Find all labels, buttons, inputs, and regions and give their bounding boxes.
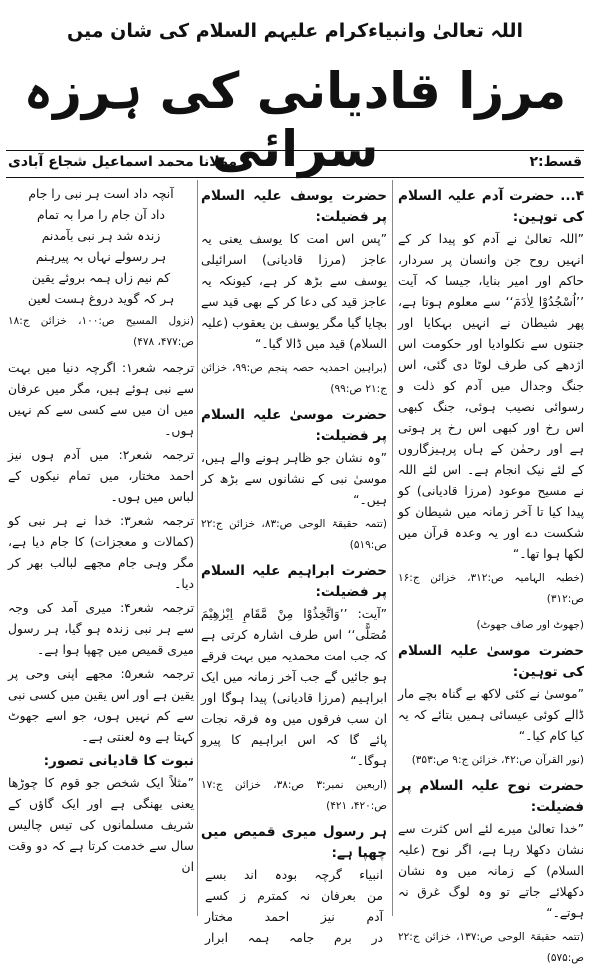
verse-line <box>205 907 383 928</box>
column-right <box>398 184 585 964</box>
paragraph: ”وہ نشان جو ظاہر ہونے والے ہیں، موسیٰ نبی کے نشانوں سے بڑھ کر ہیں۔“ <box>201 451 387 507</box>
verse-word: ابرار <box>205 931 229 945</box>
paragraph: ترجمہ شعر۴: میری آمد کی وجہ سے ہر نبی زندہ ہو گیا، ہر رسول میری قمیص میں چھپا ہوا ہے۔ <box>8 601 194 657</box>
section-heading: حضرت یوسف علیہ السلام پر فضیلت: <box>201 188 387 225</box>
verse-word: مختار <box>205 910 233 924</box>
citation: (براہین احمدیہ حصہ پنجم ص:۹۹، خزائن ج:۲۱ ص:۹۹) <box>201 362 387 395</box>
section-heading: نبوت کا قادیانی تصور: <box>43 753 194 769</box>
paragraph: ”پس اس امت کا یوسف یعنی یہ عاجز (مرزا قادیانی) اسرائیلی یوسف سے بڑھ کر ہے، کیونکہ یہ عاجز قید کی دعا کر کے بھی قید سے بچایا گیا مگر یوسف بن یعقوب (علیہ السلام) قید میں ڈالا گیا۔“ <box>201 232 387 351</box>
verse-word: جامہ <box>289 931 315 945</box>
column-divider <box>197 180 198 916</box>
verse-word: کمترم <box>257 889 289 903</box>
citation: (اربعین نمبر:۳ ص:۳۸، خزائن ج:۱۷ ص:۴۲۰، ۴۲۱) <box>201 779 387 812</box>
paragraph: ترجمہ شعر۱: اگرچہ دنیا میں بہت سے نبی ہوئے ہیں، مگر میں عرفان میں ان میں سے کسی سے کم نہیں ہوں۔ <box>8 361 194 438</box>
verse-word: نیز <box>320 910 335 924</box>
divider-rule-bottom <box>6 177 584 178</box>
section-heading: ہر رسول میری قمیص میں چھپا ہے: <box>201 824 387 861</box>
verse-line: داد آن جام را مرا بہ تمام <box>37 208 165 222</box>
verse-word: اند <box>243 868 258 882</box>
verse-word: ہمہ <box>247 931 270 945</box>
verse-word: بعرفان <box>321 889 356 903</box>
header-subtitle: اللہ تعالیٰ وانبیاءکرام علیہم السلام کی شان میں <box>66 20 524 42</box>
paragraph: ”آیت: ’’وَاتَّخِذُوْا مِنْ مَّقَامِ اِبْرٰهِیْمَ مُصَلًّی‘‘ اس طرف اشارہ کرتی ہے کہ جب امت محمدیہ میں بہت فرقے ہو جائیں گے جب آخر زمانہ میں ایک ابراہیم (مرزا قادیانی) پیدا ہوگا اور ان سب فرقوں میں وہ فرقہ نجات پائے گا کہ اس ابراہیم کا پیرو ہوگا۔“ <box>201 607 387 768</box>
paragraph: ”موسیٰ نے کئی لاکھ بے گناہ بچے مار ڈالے کوئی عیسائی ہمیں بتائے کہ یہ کیا کام کیا۔“ <box>398 687 584 743</box>
paragraph: ترجمہ شعر۵: مجھے اپنی وحی پر یقین ہے اور اس یقین میں کسی نبی سے کم نہیں ہوں، جو اسے جھوٹ کہتا ہے وہ لعنتی ہے۔ <box>8 667 194 744</box>
verse-word: کسے <box>205 889 230 903</box>
paragraph: ”اللہ تعالیٰ نے آدم کو پیدا کر کے انہیں روح جن وانسان پر سردار، حاکم اور امیر بنایا، جیسا کہ آیت ’’اُسْجُدُوْا لِاٰدَمَ‘‘ سے معلوم ہوتا ہے، پھر شیطان نے انہیں بہکایا اور جنتوں سے نکلوادیا اور حکومت اس اژدھے کی طرف لوٹا دی گئی، اس جنگ وجدال میں آدم کو ذلت و رسوائی نصیب ہوئی، جنگ کبھی اس رخ اور کبھی اس رخ پر ہوتی ہے اور رحمٰن کے ہاں پرہیزگاروں کے لئے نیک انجام ہے۔ اس لئے اللہ نے مسیح موعود (مرزا قادیانی) کو پیدا کیا تا آخر زمانہ میں شیطان کو شکست دے اور یہ وعدہ قرآن میں لکھا ہوا تھا۔“ <box>398 232 584 561</box>
citation: (نور القرآن ص:۴۲، خزائن ج:۹ ص:۳۵۳) <box>411 754 584 766</box>
column-middle <box>201 184 388 945</box>
verse-line: آنچہ داد است ہر نبی را جام <box>28 187 174 201</box>
citation: (خطبہ الہامیہ ص:۳۱۲، خزائن ج:۱۶ ص:۳۱۲) <box>398 572 585 605</box>
verse-word: آدم <box>366 910 383 924</box>
verse-line: کم نیم زاں ہمہ بروئے یقین <box>31 271 171 285</box>
verse-word: بسے <box>205 868 227 882</box>
paragraph: ”خدا تعالیٰ میرے لئے اس کثرت سے نشان دکھلا رہا ہے، اگر نوح (علیہ السلام) کے زمانہ میں وہ نشان دکھلائے جاتے تو وہ لوگ غرق نہ ہوتے۔“ <box>398 822 584 920</box>
verse-line <box>205 865 383 886</box>
citation: (نزول المسیح ص:۱۰۰، خزائن ج:۱۸ ص:۴۷۷، ۴۷۸) <box>8 315 194 348</box>
divider-rule-top <box>6 150 584 151</box>
article-title: مرزا قادیانی کی ہرزہ سرائی <box>23 62 567 178</box>
verse-line: ہر کہ گوید دروغ ہست لعین <box>27 292 175 306</box>
verse-word: نہ <box>299 889 311 903</box>
verse-word: احمد <box>264 910 290 924</box>
verse-line <box>205 886 383 907</box>
paragraph: ”مثلاً ایک شخص جو قوم کا چوڑھا یعنی بھنگی ہے اور ایک گاؤں کے شریف مسلمانوں کی تیس چالیس سال سے خدمت کرتا ہے کہ دو وقت ان <box>8 776 194 874</box>
section-heading: حضرت موسیٰ علیہ السلام پر فضیلت: <box>201 407 387 444</box>
installment-label: قسط:۲ <box>529 154 582 170</box>
byline <box>0 152 590 176</box>
verse-word: گرچہ <box>314 868 342 882</box>
citation: (تتمہ حقیقۃ الوحی ص:۱۳۷، خزائن ج:۲۲ ص:۵۷۵) <box>398 931 584 964</box>
verse-word: بودہ <box>274 868 298 882</box>
verse-word: ز <box>240 889 247 903</box>
paragraph: ترجمہ شعر۳: خدا نے ہر نبی کو (کمالات و معجزات) کا جام دیا ہے، مگر وہی جام مجھے لبالب بھر کر دیا۔ <box>8 514 194 591</box>
citation: (جھوٹ اور صاف جھوٹ) <box>476 619 584 631</box>
author-name: مولانا محمد اسماعیل شجاع آبادی <box>8 154 238 170</box>
verse-line: ہر رسولے نہاں بہ پیرہنم <box>35 250 167 264</box>
verse-line <box>205 928 383 949</box>
section-heading: حضرت ابراہیم علیہ السلام پر فضیلت: <box>201 563 387 600</box>
column-divider <box>392 180 393 916</box>
section-heading: حضرت موسیٰ علیہ السلام کی توہین: <box>398 643 584 680</box>
verse-word: من <box>367 889 383 903</box>
verse-line: زندہ شد ہر نبی بآمدنم <box>41 229 161 243</box>
section-heading: حضرت نوح علیہ السلام پر فضیلت: <box>398 778 584 815</box>
paragraph: ترجمہ شعر۲: میں آدم ہوں نیز احمد مختار، میں تمام نیکوں کے لباس میں ہوں۔ <box>8 448 194 504</box>
citation: (تتمہ حقیقۃ الوحی ص:۸۳، خزائن ج:۲۲ ص:۵۱۹) <box>201 518 388 551</box>
verse-word: در <box>371 931 383 945</box>
column-left <box>8 184 194 914</box>
verse-word: انبیاء <box>359 868 383 882</box>
verse-word: برم <box>333 931 352 945</box>
section-heading: ۴... حضرت آدم علیہ السلام کی توہین: <box>398 188 584 225</box>
